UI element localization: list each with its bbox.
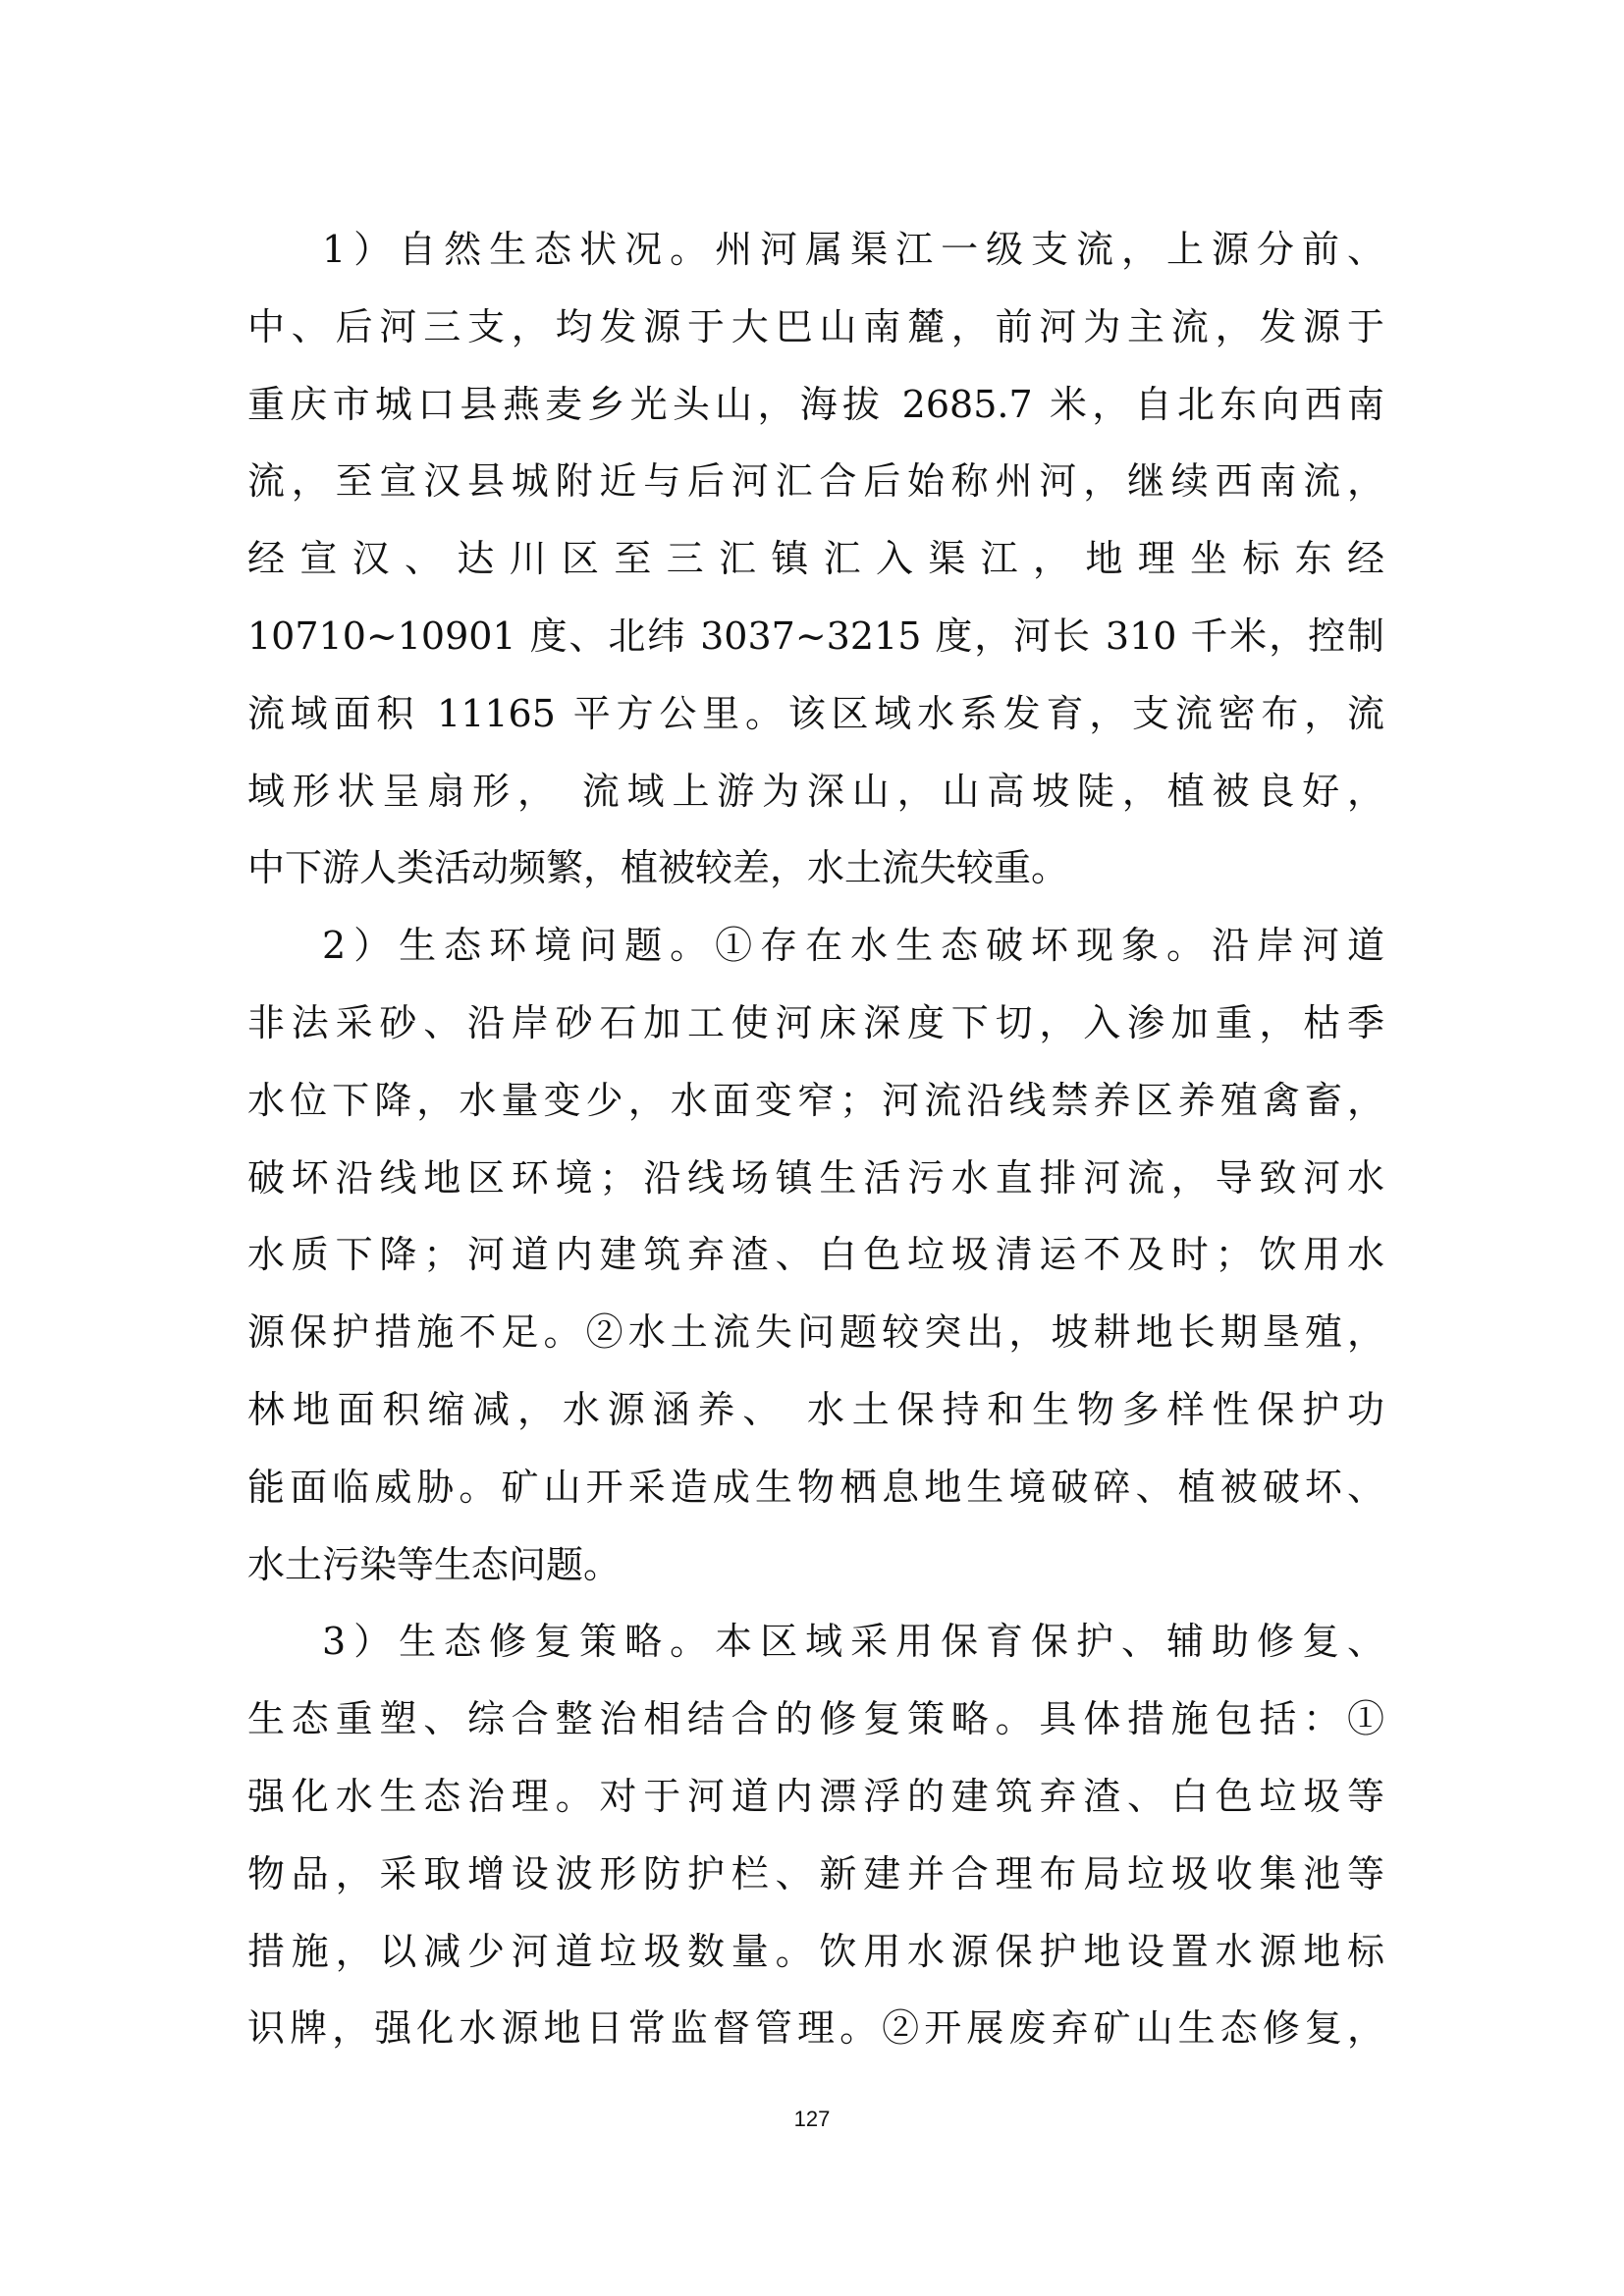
paragraph-natural-ecology [247,211,1384,907]
text-line: 水质下降；河道内建筑弃渣、白色垃圾清运不及时；饮用水 [247,1233,1384,1277]
paragraph-restoration-strategy [247,1603,1384,2067]
text-line: 3）生态修复策略。本区域采用保育保护、辅助修复、 [322,1620,1384,1664]
text-line: 生态重塑、综合整治相结合的修复策略。具体措施包括：① [247,1697,1384,1741]
text-line: 中、后河三支，均发源于大巴山南麓，前河为主流，发源于 [247,304,1384,348]
text-line: 破坏沿线地区环境；沿线场镇生活污水直排河流，导致河水 [247,1155,1384,1200]
text-line: 中下游人类活动频繁，植被较差，水土流失较重。 [247,846,1069,890]
text-line: 流，至宣汉县城附近与后河汇合后始称州河，继续西南流， [247,459,1384,504]
paragraph-eco-problems [247,907,1384,1603]
text-line: 域形状呈扇形， 流域上游为深山，山高坡陡，植被良好， [247,769,1384,813]
text-line: 物品，采取增设波形防护栏、新建并合理布局垃圾收集池等 [247,1851,1384,1896]
text-line: 重庆市城口县燕麦乡光头山，海拔 2685.7 米，自北东向西南 [247,382,1384,426]
text-line: 2）生态环境问题。①存在水生态破坏现象。沿岸河道 [322,924,1384,968]
body-text [247,211,1384,2067]
text-line: 强化水生态治理。对于河道内漂浮的建筑弃渣、白色垃圾等 [247,1774,1384,1818]
text-line: 水位下降，水量变少，水面变窄；河流沿线禁养区养殖禽畜， [247,1078,1384,1122]
text-line: 源保护措施不足。②水土流失问题较突出，坡耕地长期垦殖， [247,1310,1384,1355]
text-line: 经宣汉、达川区至三汇镇汇入渠江，地理坐标东经 [247,537,1384,581]
page-number: 127 [793,2107,831,2131]
text-line: 能面临威胁。矿山开采造成生物栖息地生境破碎、植被破坏、 [247,1465,1384,1509]
text-line: 非法采砂、沿岸砂石加工使河床深度下切，入渗加重，枯季 [247,1000,1384,1044]
text-line: 流域面积 11165 平方公里。该区域水系发育，支流密布，流 [247,691,1384,735]
text-line: 识牌，强化水源地日常监督管理。②开展废弃矿山生态修复， [247,2006,1384,2051]
text-line: 1）自然生态状况。州河属渠江一级支流，上源分前、 [322,228,1384,271]
text-line: 10710~10901 度、北纬 3037~3215 度，河长 310 千米，控制 [247,614,1384,658]
text-line: 林地面积缩减，水源涵养、 水土保持和生物多样性保护功 [247,1387,1384,1431]
text-line: 水土污染等生态问题。 [247,1542,622,1586]
text-line: 措施，以减少河道垃圾数量。饮用水源保护地设置水源地标 [247,1929,1384,1973]
